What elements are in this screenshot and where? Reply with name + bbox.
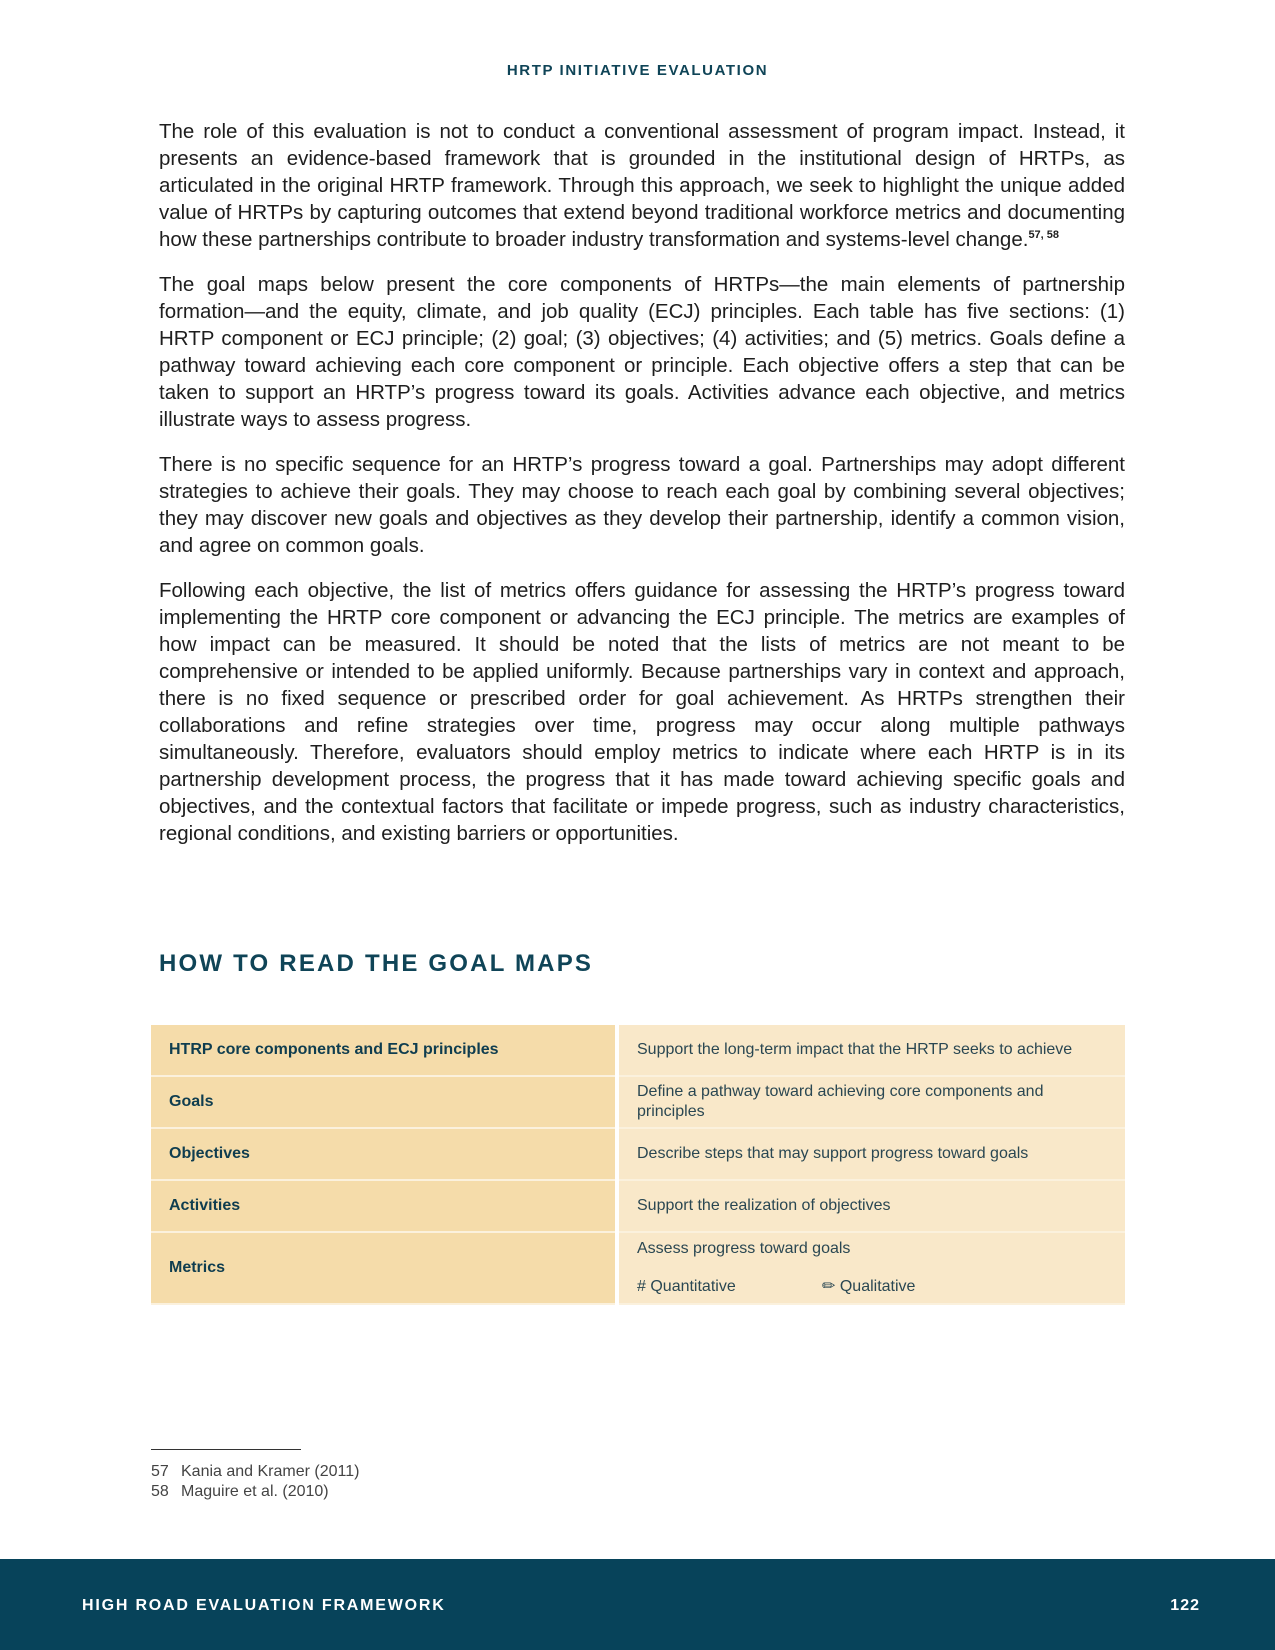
- body-text: [159, 118, 1125, 865]
- row-term: Metrics: [151, 1232, 617, 1304]
- paragraph-intro-text: The role of this evaluation is not to conduct a conventional assessment of program impact. Instead, it presents an evidence-based framework that is grounded in the institutional design of HRTPs, as articulated in the original HRTP framework. Through this approach, we seek to highlight the unique added value of HRTPs by capturing outcomes that extend beyond traditional workforce metrics and documenting how these partnerships contribute to broader industry transformation and systems-level change.: [159, 120, 1125, 251]
- table-row: [151, 1232, 1125, 1304]
- table-row: [151, 1076, 1125, 1128]
- page-number: 122: [1170, 1597, 1200, 1614]
- pencil-icon: ✏: [822, 1278, 836, 1295]
- footer-title: HIGH ROAD EVALUATION FRAMEWORK: [82, 1597, 446, 1614]
- paragraph-intro: [159, 118, 1125, 253]
- footnotes: [151, 1462, 359, 1502]
- footnote-text: Maguire et al. (2010): [181, 1483, 329, 1500]
- qualitative-item: [822, 1277, 915, 1297]
- quantitative-label: # Quantitative: [637, 1278, 736, 1295]
- table-row: [151, 1180, 1125, 1232]
- row-description: Support the realization of objectives: [617, 1180, 1125, 1232]
- goal-map-legend-table: [151, 1025, 1125, 1305]
- row-description-metrics: [617, 1232, 1125, 1304]
- row-term: Goals: [151, 1076, 617, 1128]
- running-header: HRTP INITIATIVE EVALUATION: [506, 62, 769, 79]
- row-term: Objectives: [151, 1128, 617, 1180]
- table-row: [151, 1025, 1125, 1076]
- section-heading: HOW TO READ THE GOAL MAPS: [159, 950, 594, 977]
- metric-types: [637, 1277, 1109, 1297]
- footnote-text: Kania and Kramer (2011): [181, 1463, 360, 1480]
- row-term: Activities: [151, 1180, 617, 1232]
- row-description: Define a pathway toward achieving core components and principles: [617, 1076, 1125, 1128]
- row-description: Describe steps that may support progress toward goals: [617, 1128, 1125, 1180]
- footnote-number: 58: [151, 1483, 169, 1500]
- row-term: HTRP core components and ECJ principles: [151, 1025, 617, 1076]
- qualitative-label: Qualitative: [839, 1278, 916, 1295]
- footnote-number: 57: [151, 1463, 169, 1480]
- paragraph-metrics: Following each objective, the list of metrics offers guidance for assessing the HRTP’s progress toward implementing the HRTP core component or advancing the ECJ principle. The metrics are examples of how impact can be measured. It should be noted that the lists of metrics are not meant to be comprehensive or intended to be applied uniformly. Because partnerships vary in context and approach, there is no fixed sequence or prescribed order for goal achievement. As HRTPs strengthen their collaborations and refine strategies over time, progress may occur along multiple pathways simultaneously. Therefore, evaluators should employ metrics to indicate where each HRTP is in its partnership development process, the progress that it has made toward achieving specific goals and objectives, and the contextual factors that facilitate or impede progress, such as industry characteristics, regional conditions, and existing barriers or opportunities.: [159, 579, 1125, 845]
- paragraph-goal-maps: The goal maps below present the core components of HRTPs—the main elements of partnership formation—and the equity, climate, and job quality (ECJ) principles. Each table has five sections: (1) HRTP component or ECJ principle; (2) goal; (3) objectives; (4) activities; and (5) metrics. Goals define a pathway toward achieving each core component or principle. Each objective offers a step that can be taken to support an HRTP’s progress toward its goals. Activities advance each objective, and metrics illustrate ways to assess progress.: [159, 273, 1125, 431]
- table-row: [151, 1128, 1125, 1180]
- paragraph-sequence: There is no specific sequence for an HRTP’s progress toward a goal. Partnerships may adopt different strategies to achieve their goals. They may choose to reach each goal by combining several objectives; they may discover new goals and objectives as they develop their partnership, identify a common vision, and agree on common goals.: [159, 453, 1125, 557]
- footnote-divider: [151, 1449, 301, 1450]
- metrics-description: Assess progress toward goals: [637, 1240, 851, 1257]
- row-description: Support the long-term impact that the HRTP seeks to achieve: [617, 1025, 1125, 1076]
- footnote: [151, 1462, 359, 1482]
- footnote-refs[interactable]: 57, 58: [1028, 229, 1060, 242]
- footnote: [151, 1482, 359, 1502]
